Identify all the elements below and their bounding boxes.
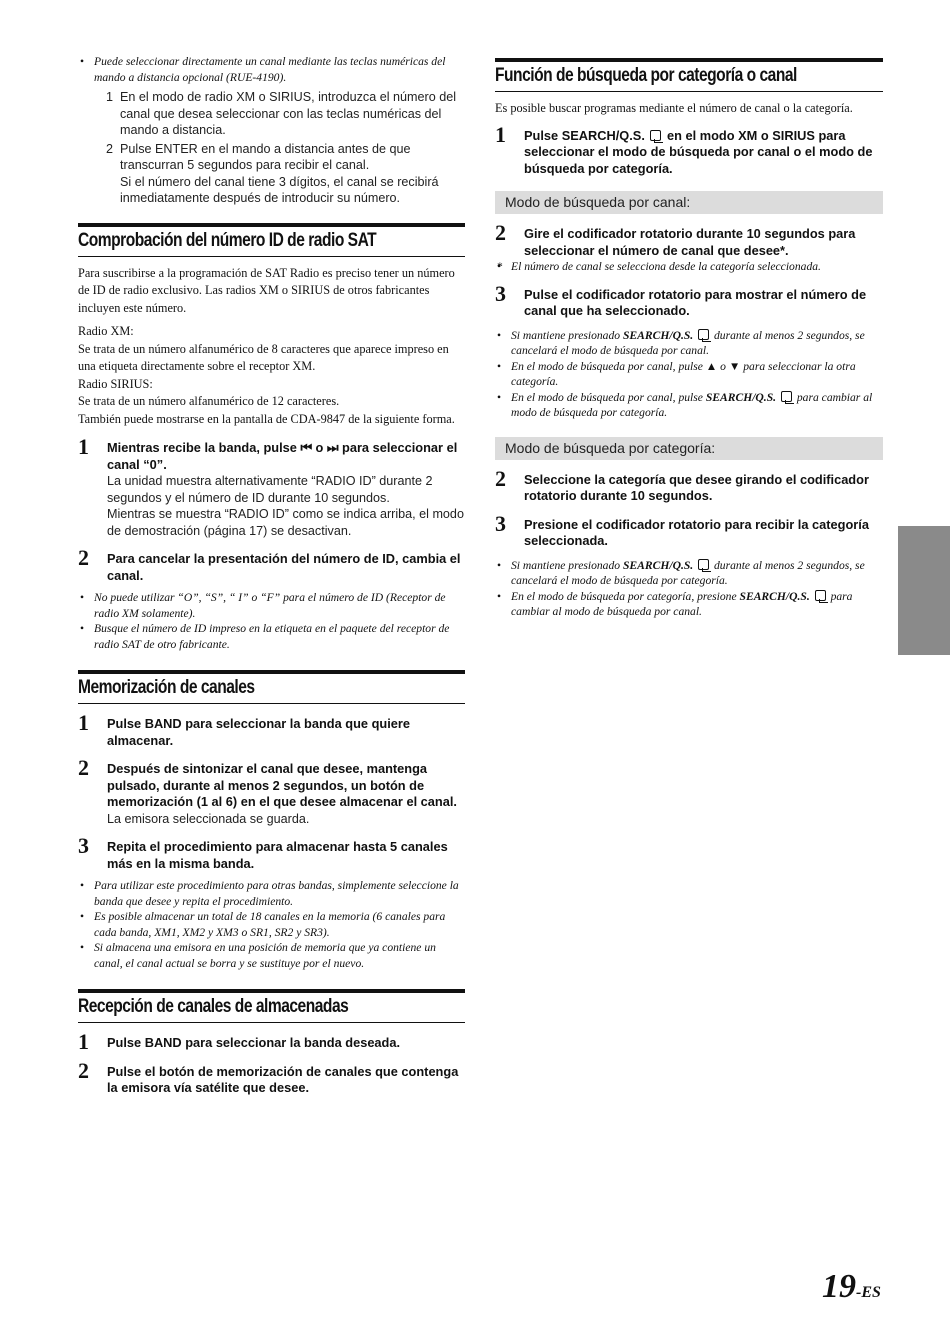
radio-id-paragraph: Para suscribirse a la programación de SAT Radio es preciso tener un número de ID de radio exclusivo. Las radios XM o SIRIUS de otros fabricantes incluyen este número.: [78, 265, 455, 315]
search-key-label: SEARCH/Q.S.: [561, 127, 645, 143]
note-item: • Si mantiene presionado SEARCH/Q.S. durante al menos 2 segundos, se cancelará el modo de búsqueda por categoría.: [495, 558, 883, 589]
memorize-step-2: [78, 755, 465, 827]
intro-substep-2: [78, 141, 465, 207]
radio-id-step-1: [78, 434, 465, 539]
section-title-receive-stored: [78, 989, 465, 1023]
step-number: 3: [495, 280, 506, 306]
radio-xm-text: Se trata de un número alfanumérico de 8 caracteres que aparece impreso en una etiqueta directamente sobre el receptor XM.: [78, 341, 449, 373]
step-number: 2: [78, 1057, 89, 1083]
section-title-text: Función de búsqueda por categoría o canal: [495, 65, 797, 86]
step-heading: Presione el codificador rotatorio para recibir la categoría seleccionada.: [524, 516, 869, 548]
section-title-text: Memorización de canales: [78, 677, 255, 698]
note-item: • En el modo de búsqueda por categoría, presione SEARCH/Q.S. para cambiar al modo de búsqueda por canal.: [495, 589, 883, 620]
step-number: 1: [78, 434, 89, 459]
channel-step-3: [495, 280, 883, 320]
language-tab-marker: [898, 526, 950, 655]
preset-key-label: botón de memorización: [158, 1063, 303, 1079]
section-title-text: Comprobación del número ID de radio SAT: [78, 229, 377, 251]
substep-text: En el modo de radio XM o SIRIUS, introduzca el número del canal que desea seleccionar con las teclas numéricas del mando a distancia.: [120, 90, 457, 137]
step-heading: Mientras recibe la banda, pulse ⏮ o ⏭ para seleccionar el canal “0”.: [107, 440, 458, 472]
right-column: [495, 58, 883, 620]
prev-track-icon: ⏮: [300, 440, 312, 455]
substep-text-post: en el mando a distancia antes de que transcurran 5 segundos para recibir el canal.: [120, 141, 411, 172]
rotary-encoder-label: codificador rotatorio: [524, 471, 869, 503]
quick-search-icon: [650, 130, 661, 141]
rotary-encoder-label: codificador rotatorio: [575, 286, 702, 302]
band-key-label: BAND: [144, 1035, 182, 1050]
category-step-3: [495, 510, 883, 550]
left-column: [78, 54, 465, 1097]
enter-key-label: ENTER: [155, 141, 198, 156]
step-number: 2: [495, 465, 506, 491]
note-item: • Para utilizar este procedimiento para otras bandas, simplemente seleccione la banda que desee y repita el procedimiento.: [78, 878, 465, 909]
step-description: Mientras se muestra “RADIO ID” como se indica arriba, el modo de demostración (página 17) se desactivan.: [107, 507, 464, 538]
note-item: • Si mantiene presionado SEARCH/Q.S. durante al menos 2 segundos, se cancelará el modo de búsqueda por canal.: [495, 328, 883, 359]
radio-id-notes: [78, 590, 465, 652]
memorize-step-3: [78, 833, 465, 872]
step-number: 1: [78, 1029, 89, 1054]
receive-step-1: [78, 1029, 465, 1054]
radio-sirius-heading: Radio SIRIUS:: [78, 376, 153, 391]
step-number: 2: [495, 220, 506, 245]
search-intro: Es posible buscar programas mediante el número de canal o la categoría.: [495, 101, 853, 115]
memorize-notes: [78, 878, 465, 971]
step-heading: Pulse el botón de memorización de canales que contenga la emisora vía satélite que desee.: [107, 1063, 459, 1095]
search-key-label: SEARCH/Q.S.: [739, 589, 810, 603]
receive-step-2: [78, 1057, 465, 1097]
note-item: • Busque el número de ID impreso en la etiqueta en el paquete del receptor de radio SAT de otro fabricante.: [78, 621, 465, 652]
substep-number: 2: [106, 141, 114, 156]
step-description: La unidad muestra alternativamente “RADIO ID” durante 2 segundos y el número de ID durante 10 segundos.: [107, 474, 433, 505]
note-item: • En el modo de búsqueda por canal, pulse ▲ o ▼ para seleccionar la otra categoría.: [495, 359, 883, 390]
step-description: La emisora seleccionada se guarda.: [107, 811, 310, 826]
intro-note: • Puede seleccionar directamente un canal mediante las teclas numéricas del mando a distancia opcional (RUE-4190).: [78, 54, 465, 85]
note-item: • No puede utilizar “O”, “S”, “ I” o “F” para el número de ID (Receptor de radio XM solamente).: [78, 590, 465, 621]
page-number: [822, 1268, 881, 1306]
quick-search-icon: [698, 559, 709, 570]
band-key-label: BAND: [144, 716, 182, 731]
step-number: 2: [78, 755, 89, 780]
asterisk-note: [495, 259, 883, 275]
radio-xm-heading: Radio XM:: [78, 324, 134, 338]
step-heading: Para cancelar la presentación del número de ID, cambia el canal.: [107, 551, 461, 583]
step-heading: Pulse el codificador rotatorio para mostrar el número de canal que ha seleccionado.: [524, 286, 867, 318]
substep-text-pre: Pulse: [120, 141, 156, 156]
section-title-radio-id: [78, 223, 465, 257]
next-track-icon: ⏭: [326, 440, 339, 455]
step-heading: Repita el procedimiento para almacenar hasta 5 canales más en la misma banda.: [107, 839, 448, 871]
radio-id-step-2: [78, 545, 465, 584]
note-item: • En el modo de búsqueda por canal, pulse SEARCH/Q.S. para cambiar al modo de búsqueda por categoría.: [495, 390, 883, 421]
channel-step-2: [495, 220, 883, 259]
asterisk-mark: • *: [497, 260, 503, 273]
intro-substep-1: [78, 89, 465, 139]
search-key-label: SEARCH/Q.S.: [622, 328, 694, 342]
asterisk-note-text: El número de canal se selecciona desde la categoría seleccionada.: [511, 260, 821, 273]
step-number: 1: [78, 710, 89, 735]
step-heading: Pulse SEARCH/Q.S. en el modo XM o SIRIUS para seleccionar el modo de búsqueda por canal o el modo de búsqueda por categoría.: [524, 127, 873, 176]
note-item: • Es posible almacenar un total de 18 canales en la memoria (6 canales para cada banda, XM1, XM2 y XM3 o SR1, SR2 y SR3).: [78, 909, 465, 940]
rotary-encoder-label: codificador rotatorio: [595, 516, 721, 532]
step-number: 1: [495, 121, 506, 147]
step-heading: Después de sintonizar el canal que desee, mantenga pulsado, durante al menos 2 segundos, un botón de memorización (1 al 6) en el que desee almacenar el canal.: [107, 761, 457, 809]
rotary-encoder-label: codificador rotatorio: [567, 226, 693, 241]
radio-sirius-text: Se trata de un número alfanumérico de 12 caracteres.: [78, 394, 340, 408]
mode-bar-category: Modo de búsqueda por categoría:: [495, 437, 883, 460]
note-item: • Si almacena una emisora en una posición de memoria que ya contiene un canal, el canal actual se borra y se sustituye por el nuevo.: [78, 940, 465, 971]
mode-bar-channel: Modo de búsqueda por canal:: [495, 191, 883, 214]
section-title-text: Recepción de canales de almacenadas: [78, 996, 349, 1017]
step-number: 3: [78, 833, 89, 858]
search-step-1: [495, 121, 883, 178]
search-key-label: SEARCH/Q.S.: [622, 558, 694, 572]
substep-text-2: Si el número del canal tiene 3 dígitos, el canal se recibirá inmediatamente después de introducir su número.: [120, 174, 439, 205]
quick-search-icon: [781, 391, 792, 402]
step-number: 2: [78, 545, 89, 570]
step-heading: Gire el codificador rotatorio durante 10 segundos para seleccionar el número de canal que desee*.: [524, 226, 856, 258]
step-heading: Pulse BAND para seleccionar la banda que quiere almacenar.: [107, 716, 410, 748]
category-notes: [495, 558, 883, 620]
channel-notes: [495, 328, 883, 421]
step-heading: Seleccione la categoría que desee girando el codificador rotatorio durante 10 segundos.: [524, 471, 869, 503]
preset-key-label: botón de memorización (1 al 6): [107, 777, 425, 809]
display-note-text: También puede mostrarse en la pantalla de CDA-9847 de la siguiente forma.: [78, 411, 455, 426]
quick-search-icon: [698, 329, 709, 340]
step-heading: Pulse BAND para seleccionar la banda deseada.: [107, 1035, 401, 1050]
page-number-suffix: -ES: [856, 1284, 881, 1301]
category-step-2: [495, 465, 883, 505]
quick-search-icon: [815, 590, 826, 601]
substep-number: 1: [106, 90, 114, 104]
step-number: 3: [495, 510, 506, 536]
page-number-value: 19: [822, 1268, 856, 1305]
memorize-step-1: [78, 710, 465, 749]
section-title-search: [495, 58, 883, 92]
section-title-memorize: [78, 670, 465, 704]
search-key-label: SEARCH/Q.S.: [705, 390, 777, 404]
radio-id-details: [78, 323, 465, 428]
